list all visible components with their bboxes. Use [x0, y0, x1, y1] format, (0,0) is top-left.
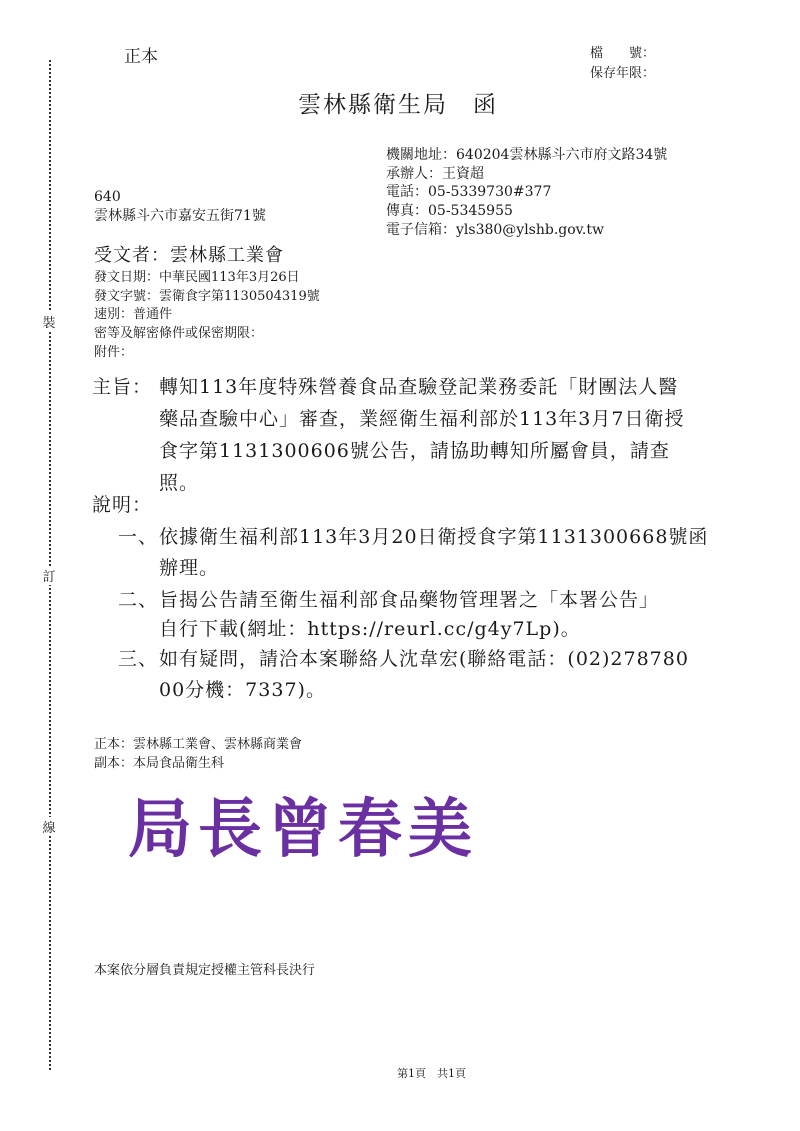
- authorization-note: 本案依分層負責規定授權主管科長決行: [94, 963, 316, 978]
- retention-period-label: 保存年限：: [590, 66, 656, 81]
- explanation-label: 說明：: [92, 494, 153, 516]
- subject-line: 食字第1131300606號公告，請協助轉知所屬會員，請查: [159, 440, 670, 462]
- document-number: 發文字號：雲衛食字第1130504319號: [94, 289, 320, 304]
- recipient: 受文者：雲林縣工業會: [94, 245, 284, 266]
- recipient-postcode: 640: [94, 189, 121, 205]
- file-number-label: 檔 號：: [590, 46, 656, 61]
- explanation-item-line: 如有疑問，請洽本案聯絡人沈韋宏(聯絡電話：(02)278780: [159, 648, 689, 670]
- subject-line: 藥品查驗中心」審查，業經衛生福利部於113年3月7日衛授: [159, 408, 685, 430]
- page-number: 第1頁 共1頁: [397, 1067, 466, 1080]
- explanation-item-line: 依據衛生福利部113年3月20日衛授食字第1131300668號函: [159, 526, 709, 548]
- binding-dotted-line: [49, 60, 51, 1070]
- agency-phone: 電話：05-5339730#377: [386, 184, 552, 200]
- subject-line: 照。: [159, 472, 200, 494]
- binding-mark-zhuang: 裝: [42, 312, 56, 331]
- binding-mark-ding: 訂: [42, 566, 56, 585]
- recipient-address: 雲林縣斗六市嘉安五街71號: [94, 208, 266, 224]
- explanation-item-line: 00分機：7337)。: [159, 679, 326, 701]
- agency-contact: 承辦人：王資超: [386, 166, 484, 182]
- attachment: 附件：: [94, 345, 134, 360]
- copy-type-label: 正本: [124, 47, 158, 67]
- explanation-item-line: 旨揭公告請至衛生福利部食品藥物管理署之「本署公告」: [159, 589, 660, 611]
- agency-fax: 傳真：05-5345955: [386, 203, 513, 219]
- director-seal: 局長曾春美: [128, 792, 478, 867]
- agency-email: 電子信箱：yls380@ylshb.gov.tw: [386, 222, 604, 238]
- explanation-item-number: 三、: [118, 648, 159, 670]
- document-title: 雲林縣衛生局 函: [298, 92, 498, 118]
- secrecy-level: 密等及解密條件或保密期限：: [94, 326, 264, 341]
- distribution-original: 正本：雲林縣工業會、雲林縣商業會: [94, 737, 303, 752]
- binding-mark-xian: 線: [42, 817, 56, 836]
- explanation-item-line: 自行下載(網址：https://reurl.cc/g4y7Lp)。: [159, 618, 581, 640]
- delivery-speed: 速別：普通件: [94, 307, 173, 322]
- distribution-copy: 副本：本局食品衛生科: [94, 756, 225, 771]
- explanation-item-number: 一、: [118, 526, 159, 548]
- subject-label: 主旨：: [92, 376, 153, 398]
- explanation-item-line: 辦理。: [159, 557, 220, 579]
- subject-line: 轉知113年度特殊營養食品查驗登記業務委託「財團法人醫: [159, 376, 679, 398]
- issue-date: 發文日期：中華民國113年3月26日: [94, 270, 300, 285]
- agency-address: 機關地址：640204雲林縣斗六市府文路34號: [386, 147, 668, 163]
- explanation-item-number: 二、: [118, 589, 159, 611]
